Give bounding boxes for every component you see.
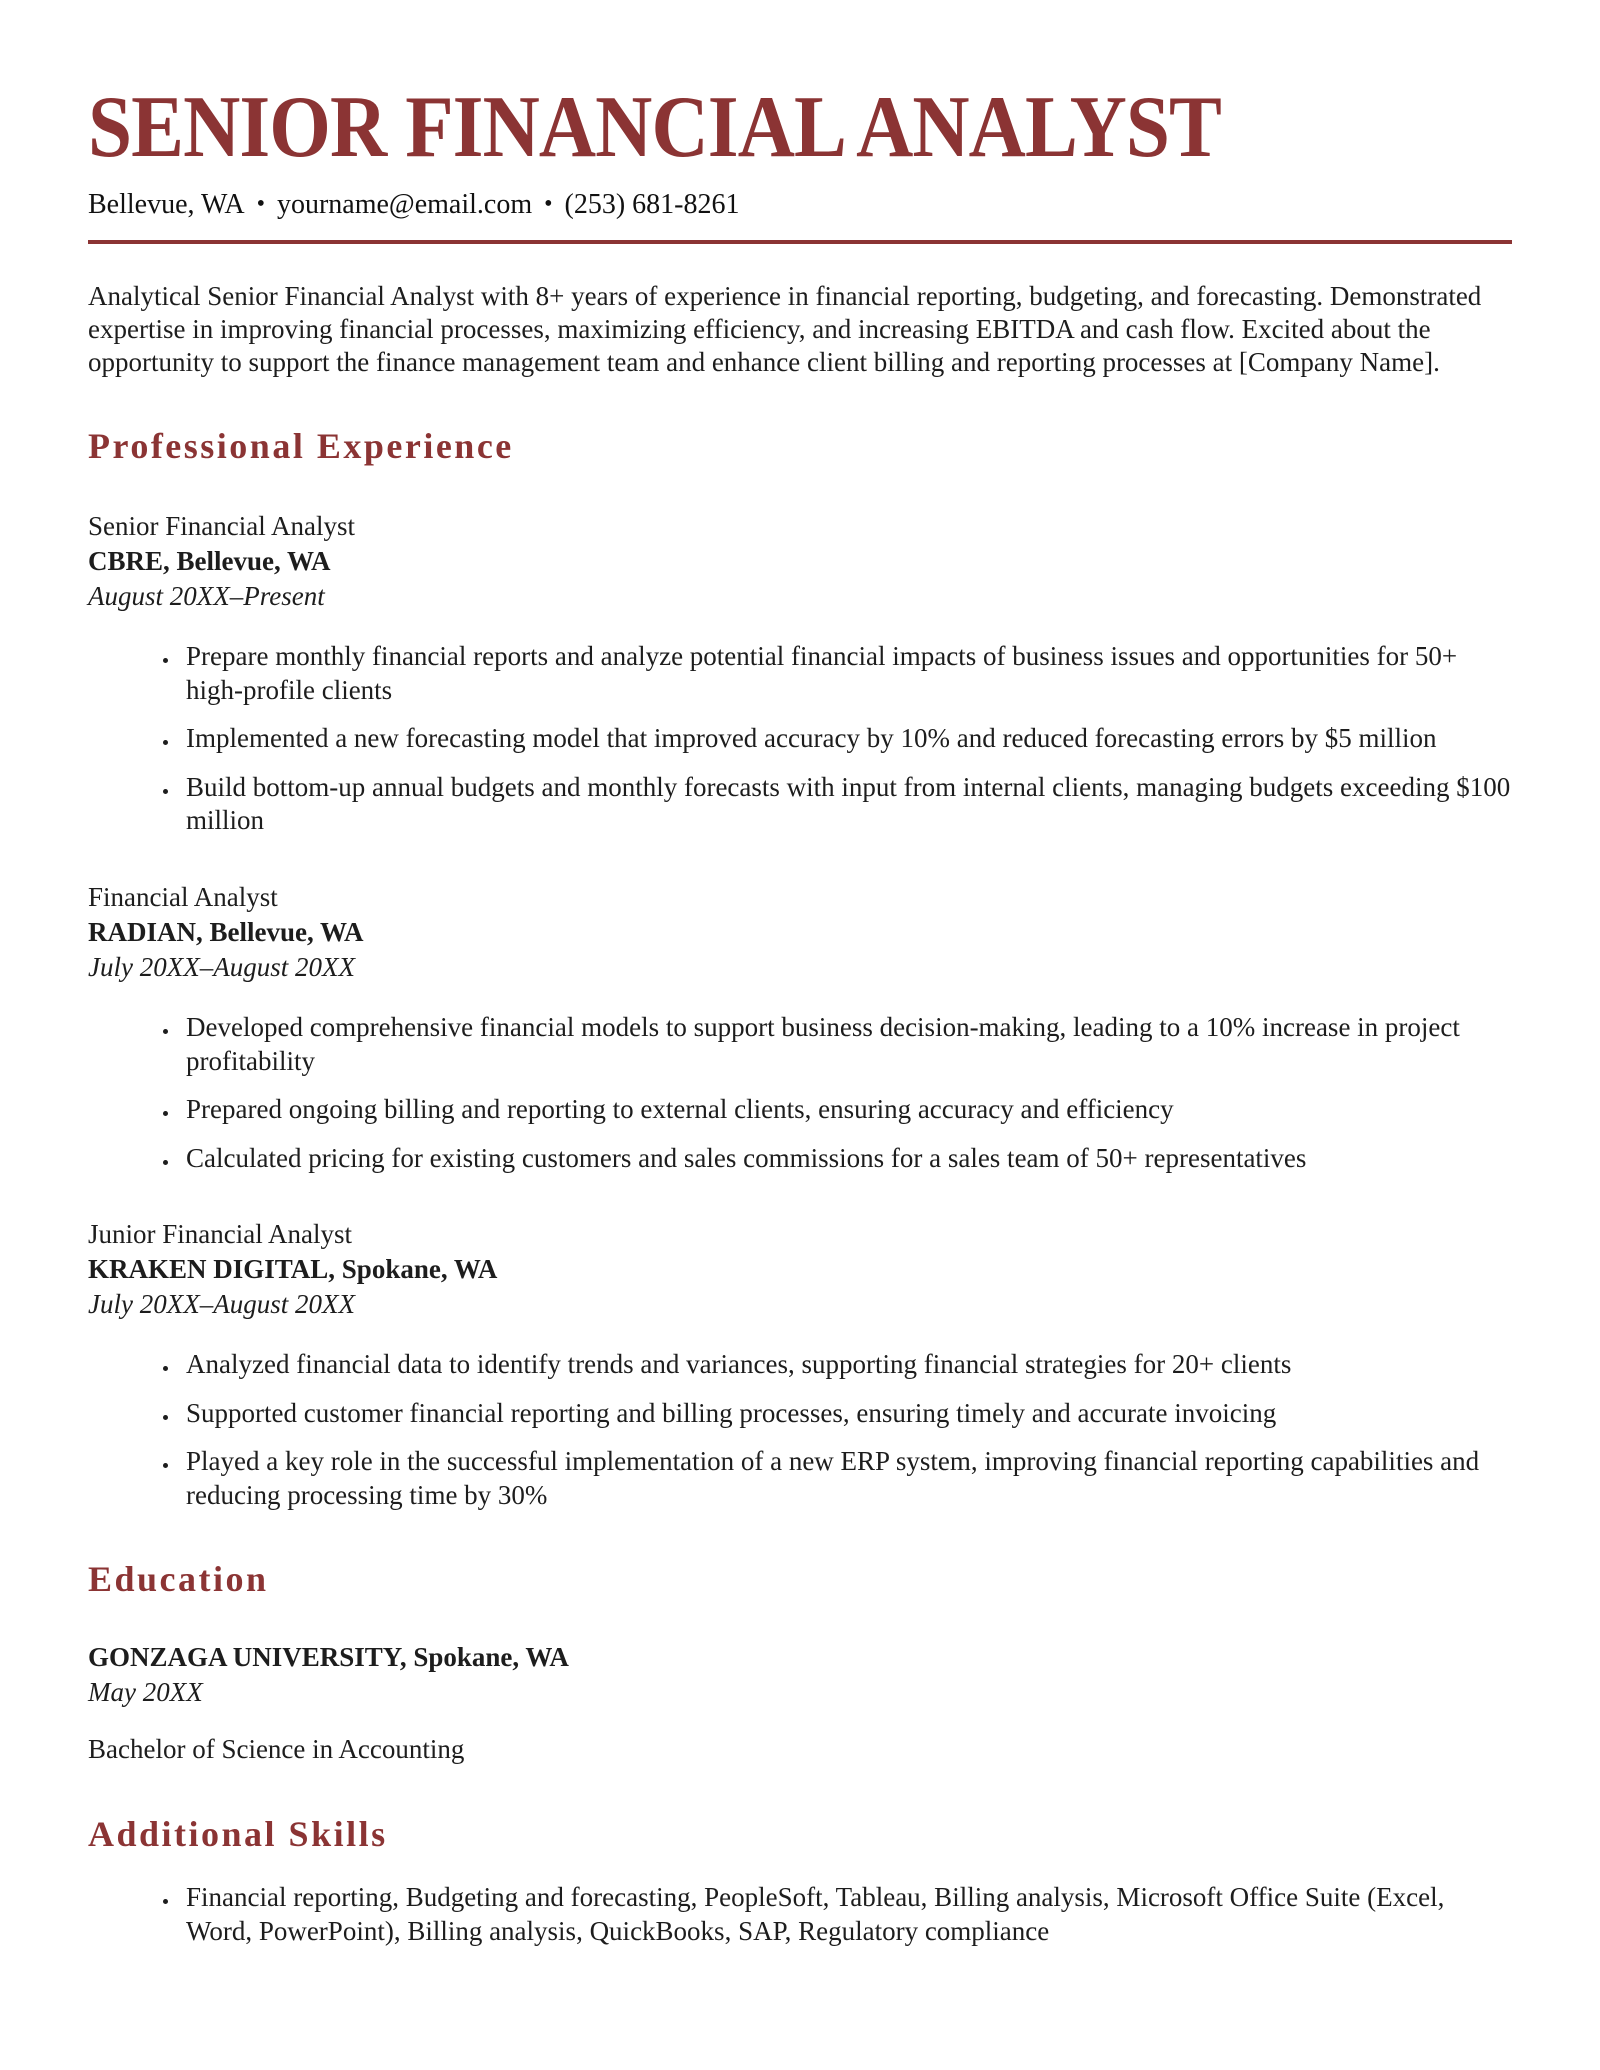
job-bullet-list	[88, 1011, 1512, 1175]
bullet-separator-icon: •	[544, 191, 553, 217]
job-company: RADIAN, Bellevue, WA	[88, 916, 364, 947]
job-title: Junior Financial Analyst	[88, 1218, 352, 1249]
job-company: CBRE, Bellevue, WA	[88, 546, 331, 577]
bullet-item: • Prepared ongoing billing and reporting to external clients, ensuring accuracy and efficiency	[180, 1093, 1512, 1126]
bullet-item: • Implemented a new forecasting model that improved accuracy by 10% and reduced forecasting errors by $5 million	[180, 722, 1512, 755]
job-bullet-list	[88, 640, 1512, 837]
bullet-item: • Analyzed financial data to identify trends and variances, supporting financial strategies for 20+ clients	[180, 1348, 1512, 1381]
section-heading-education: Education	[88, 1559, 269, 1600]
education-date: May 20XX	[88, 1677, 203, 1708]
contact-location: Bellevue, WA	[88, 189, 245, 220]
bullet-separator-icon: •	[256, 191, 265, 217]
header-divider	[88, 240, 1512, 244]
summary-paragraph: Analytical Senior Financial Analyst with 8+ years of experience in financial reporting, budgeting, and forecasting. Demonstrated expertise in improving financial processes, maximizing efficiency, and increasing EBITDA and cash flow. Excited about the opportunity to support the finance management team and enhance client billing and reporting processes at [Company Name].	[88, 280, 1482, 377]
section-heading-experience: Professional Experience	[88, 426, 514, 467]
education-school: GONZAGA UNIVERSITY, Spokane, WA	[88, 1642, 569, 1673]
bullet-item: • Calculated pricing for existing customers and sales commissions for a sales team of 50+ representatives	[180, 1142, 1512, 1175]
bullet-item: • Prepare monthly financial reports and analyze potential financial impacts of business issues and opportunities for 50+ high-profile clients	[180, 640, 1512, 707]
job-entry-2	[88, 880, 1512, 1175]
job-dates: July 20XX–August 20XX	[88, 1289, 355, 1320]
section-heading-skills: Additional Skills	[88, 1814, 388, 1855]
education-entry	[88, 1640, 1512, 1767]
page-title: SENIOR FINANCIAL ANALYST	[88, 79, 1221, 176]
job-dates: July 20XX–August 20XX	[88, 952, 355, 983]
contact-phone: (253) 681-8261	[564, 189, 740, 220]
job-entry-3	[88, 1217, 1512, 1512]
bullet-item: • Financial reporting, Budgeting and forecasting, PeopleSoft, Tableau, Billing analysis, Microsoft Office Suite (Excel, Word, PowerPoint), Billing analysis, QuickBooks, SAP, Regulatory compliance	[180, 1881, 1512, 1948]
job-company: KRAKEN DIGITAL, Spokane, WA	[88, 1254, 498, 1285]
bullet-item: • Supported customer financial reporting and billing processes, ensuring timely and accurate invoicing	[180, 1397, 1512, 1430]
job-bullet-list	[88, 1348, 1512, 1512]
resume-header	[88, 79, 1512, 244]
job-title: Financial Analyst	[88, 881, 278, 912]
skills-bullet-list	[88, 1881, 1512, 1948]
bullet-item: • Build bottom-up annual budgets and monthly forecasts with input from internal clients, managing budgets exceeding $100 million	[180, 771, 1512, 838]
job-title: Senior Financial Analyst	[88, 511, 355, 542]
education-degree: Bachelor of Science in Accounting	[88, 1734, 465, 1765]
contact-email: yourname@email.com	[276, 189, 533, 220]
bullet-item: • Developed comprehensive financial models to support business decision-making, leading to a 10% increase in project profitability	[180, 1011, 1512, 1078]
job-entry-1	[88, 509, 1512, 838]
contact-line	[88, 188, 1512, 222]
job-dates: August 20XX–Present	[88, 581, 325, 612]
bullet-item: • Played a key role in the successful implementation of a new ERP system, improving financial reporting capabilities and reducing processing time by 30%	[180, 1445, 1512, 1512]
